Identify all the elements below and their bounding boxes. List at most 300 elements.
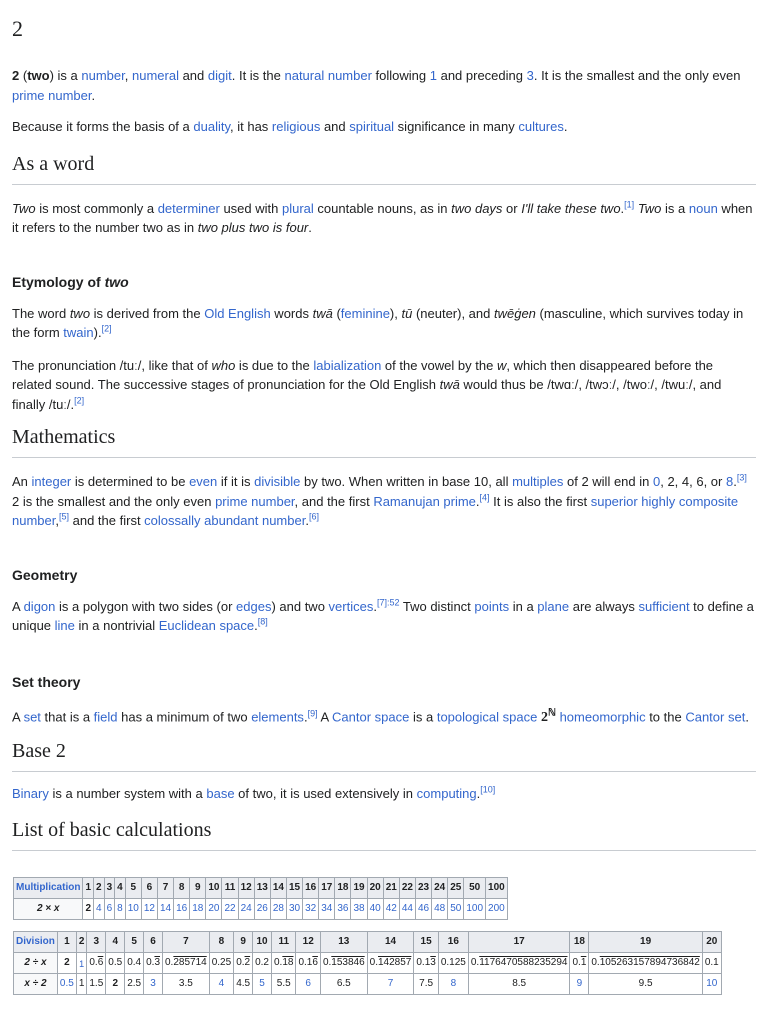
link-set[interactable]: set	[23, 709, 41, 725]
repeating-digits: 105263157894736842	[599, 957, 700, 968]
table-cell	[234, 974, 253, 995]
table-cell	[190, 899, 206, 920]
text: is a	[661, 200, 689, 216]
table-cell	[76, 974, 87, 995]
link-spiritual[interactable]: spiritual	[349, 119, 395, 134]
cell-link[interactable]: 36	[337, 903, 349, 914]
column-header: 2	[94, 878, 105, 899]
table-cell	[270, 899, 286, 920]
decimal-prefix: 0.	[591, 957, 600, 968]
multiplication-table	[13, 877, 508, 920]
text: (neuter), and	[412, 305, 494, 321]
text: of the vowel by the	[381, 357, 497, 373]
table-cell	[234, 953, 253, 974]
heading-geometry: Geometry	[12, 566, 78, 583]
italic-text: two plus two is four	[197, 220, 309, 235]
link-cantor-space[interactable]: Cantor space	[332, 709, 410, 725]
cell-link[interactable]: 26	[256, 903, 268, 914]
column-header: 5	[125, 932, 144, 953]
text: and	[320, 119, 350, 134]
link-ramanujan-prime[interactable]: Ramanujan prime	[373, 493, 476, 509]
italic-text: two days	[451, 200, 503, 216]
link-labialization[interactable]: labialization	[313, 357, 382, 373]
cell-value[interactable]: 0.5	[59, 978, 74, 989]
italic-text: twā	[439, 377, 460, 392]
cell-link[interactable]: 24	[240, 903, 252, 914]
text: It is also the first	[489, 493, 591, 509]
cell-value: 6.5	[336, 978, 351, 989]
cell-value: 2.5	[127, 978, 142, 989]
cell-value: 7.5	[419, 978, 434, 989]
column-header: 4	[115, 878, 126, 899]
table-cell	[320, 953, 367, 974]
column-header: 1	[57, 932, 76, 953]
italic-text: Two	[12, 200, 36, 216]
column-header: 1	[83, 878, 94, 899]
table-cell	[303, 899, 319, 920]
table-cell	[174, 899, 190, 920]
table-cell	[486, 899, 508, 920]
column-header: 17	[468, 932, 570, 953]
link-base[interactable]: base	[206, 785, 235, 801]
repeating-digits: 18	[282, 957, 294, 968]
repeating-digits: 285714	[173, 957, 207, 968]
table-cell	[125, 974, 144, 995]
column-header: 19	[351, 878, 367, 899]
text: to the	[645, 709, 686, 725]
column-header: 21	[383, 878, 399, 899]
text: .	[254, 618, 258, 633]
table-cell	[468, 953, 570, 974]
text: is due to the	[235, 357, 314, 373]
italic-text: twēġen	[493, 305, 536, 321]
table-cell	[144, 953, 163, 974]
table-cell	[448, 899, 464, 920]
decimal-prefix: 2	[64, 957, 70, 968]
column-header: 10	[253, 932, 272, 953]
bold-num: 2	[12, 68, 20, 83]
text: .	[308, 220, 312, 235]
link-noun[interactable]: noun	[688, 200, 718, 216]
text: are always	[569, 598, 639, 614]
repeating-digits: 6	[97, 957, 104, 968]
text: (masculine, which survives today in the form	[12, 305, 744, 340]
link-plural[interactable]: plural	[282, 200, 314, 216]
text: ) is a	[49, 68, 82, 83]
table-cell	[464, 899, 486, 920]
text: , which then disappeared before the related sound. The successive stages of pronunciation for the Old English	[12, 357, 714, 392]
citation-8[interactable]: [8]	[257, 616, 268, 627]
citation-3[interactable]: [3]	[736, 472, 747, 483]
column-header: 25	[448, 878, 464, 899]
cell-link[interactable]: 20	[208, 903, 220, 914]
text: when it refers to the number two as in	[12, 200, 753, 235]
link-computing[interactable]: computing	[416, 785, 477, 801]
decimal-prefix: 0.	[146, 957, 155, 968]
decimal-prefix: 0.	[165, 957, 174, 968]
table-cell	[254, 899, 270, 920]
table-cell	[335, 899, 351, 920]
table-cell	[209, 974, 233, 995]
decimal-prefix: 0.	[236, 957, 245, 968]
link-digit[interactable]: digit	[207, 68, 232, 83]
column-header: 50	[464, 878, 486, 899]
cell-link[interactable]: 100	[466, 903, 484, 914]
link-topological-space[interactable]: topological space	[436, 709, 538, 725]
link-integer[interactable]: integer	[31, 474, 72, 489]
column-header: 12	[296, 932, 320, 953]
text: and preceding	[436, 68, 527, 83]
column-header: 5	[125, 878, 141, 899]
italic-text: Two	[637, 200, 662, 216]
column-header: 22	[399, 878, 415, 899]
text: .	[305, 513, 309, 528]
column-header: 10	[206, 878, 222, 899]
etymology-paragraph-1	[12, 304, 756, 343]
cell-value: 3.5	[178, 978, 193, 989]
text: and the first	[69, 513, 145, 528]
cell-link[interactable]: 46	[417, 903, 430, 914]
table-cell	[438, 953, 468, 974]
text: ).	[93, 325, 102, 340]
text: , 2, 4, 6, or	[660, 474, 726, 489]
cell-link[interactable]: 6	[106, 903, 113, 914]
link-religious[interactable]: religious	[271, 119, 321, 134]
base2-paragraph	[12, 784, 756, 804]
cell-link[interactable]: 50	[450, 903, 462, 914]
multiplication-header[interactable]: Multiplication	[14, 878, 83, 899]
text: ) and two	[271, 598, 329, 614]
cell-link[interactable]: 8	[117, 903, 123, 914]
math-paragraph	[12, 472, 756, 531]
text: is a polygon with two sides (or	[55, 598, 237, 614]
decimal-prefix: 1	[79, 959, 85, 969]
text: . It is the smallest and the only even	[533, 68, 741, 83]
cell-link[interactable]: 16	[176, 903, 188, 914]
link-colossally-abundant[interactable]: colossally abundant number	[144, 513, 306, 528]
table-cell	[206, 899, 222, 920]
link-prime-number-2[interactable]: prime number	[215, 493, 295, 509]
link-divisible[interactable]: divisible	[254, 474, 301, 489]
repeating-digits: 3	[430, 957, 436, 968]
text: The pronunciation /tuː/, like that of	[12, 357, 212, 373]
cell-value[interactable]: 5	[259, 978, 265, 989]
intro-paragraph-2	[12, 117, 756, 137]
cell-link[interactable]: 22	[224, 903, 236, 914]
decimal-prefix: 0.1	[298, 957, 313, 968]
table-cell	[163, 974, 210, 995]
text: .	[733, 474, 737, 489]
citation-4[interactable]: [4]	[479, 492, 490, 503]
link-line[interactable]: line	[54, 618, 75, 633]
decimal-prefix: 0.4	[127, 957, 142, 968]
column-header: 18	[335, 878, 351, 899]
text: of 2 will end in	[563, 474, 653, 489]
text: A	[12, 709, 24, 725]
column-header: 6	[144, 932, 163, 953]
text: following	[371, 68, 430, 83]
table-cell	[702, 953, 721, 974]
table-cell	[399, 899, 415, 920]
citation-7[interactable]: [7]:52	[376, 597, 400, 608]
cell-value: 4.5	[236, 978, 251, 989]
text: 2 is the smallest and the only even	[12, 493, 216, 509]
table-cell	[320, 974, 367, 995]
link-twain[interactable]: twain	[63, 325, 94, 340]
link-field[interactable]: field	[93, 709, 118, 725]
cell-value: 8.5	[512, 978, 527, 989]
table-cell	[125, 899, 141, 920]
table-cell	[367, 899, 383, 920]
link-cantor-set[interactable]: Cantor set	[685, 709, 746, 725]
citation-1[interactable]: [1]	[624, 199, 635, 210]
cell-link[interactable]: 32	[305, 903, 317, 914]
column-header: 14	[367, 932, 414, 953]
text: in a	[509, 598, 538, 614]
table-cell	[83, 899, 94, 920]
citation-2b[interactable]: [2]	[74, 395, 85, 406]
column-header: 13	[254, 878, 270, 899]
link-even[interactable]: even	[189, 474, 218, 489]
text: .	[620, 200, 625, 216]
column-header: 8	[174, 878, 190, 899]
table-cell	[414, 953, 438, 974]
decimal-prefix: 0.	[470, 957, 480, 968]
text: A	[317, 709, 333, 725]
link-cultures[interactable]: cultures	[518, 119, 564, 134]
link-prime-number[interactable]: prime number	[12, 87, 92, 103]
cell-link[interactable]: 30	[288, 903, 301, 914]
table-cell	[57, 953, 76, 974]
text: is determined to be	[71, 474, 190, 489]
link-old-english[interactable]: Old English	[204, 305, 271, 321]
repeating-digits: 142857	[378, 957, 412, 968]
text: Because it forms the basis of a	[12, 119, 194, 134]
decimal-prefix: 0.	[572, 957, 581, 968]
repeating-digits: 6	[312, 957, 318, 968]
table-cell	[351, 899, 367, 920]
etymology-paragraph-2	[12, 356, 756, 415]
cell-link[interactable]: 28	[272, 903, 284, 914]
table-cell	[163, 953, 210, 974]
link-three[interactable]: 3	[526, 68, 534, 83]
decimal-prefix: 0.	[89, 957, 98, 968]
link-elements[interactable]: elements	[251, 709, 304, 725]
heading-as-a-word: As a word	[12, 153, 756, 185]
text: . It is the	[231, 68, 285, 83]
cell-value[interactable]: 4	[218, 978, 225, 989]
set-theory-paragraph	[12, 704, 756, 728]
text: ,	[124, 68, 132, 83]
cell-link[interactable]: 42	[385, 903, 397, 914]
table-cell	[106, 953, 125, 974]
link-numeral[interactable]: numeral	[131, 68, 179, 83]
table-cell	[125, 953, 144, 974]
link-number[interactable]: number	[81, 68, 125, 83]
power-exponent: ℕ	[547, 707, 556, 719]
text: (	[332, 305, 341, 321]
column-header: 18	[570, 932, 589, 953]
text: , and the first	[294, 493, 374, 509]
table-cell	[296, 953, 320, 974]
row-label: 2 × x	[14, 899, 83, 920]
text: .	[303, 709, 308, 725]
text: .	[745, 709, 749, 725]
text: ),	[389, 305, 402, 321]
cell-link[interactable]: 38	[353, 903, 365, 914]
repeating-digits: 1	[580, 957, 587, 968]
cell-value[interactable]: 3	[150, 978, 156, 989]
table-cell	[432, 899, 448, 920]
table-cell	[104, 899, 115, 920]
link-plane[interactable]: plane	[537, 598, 570, 614]
table-cell	[296, 974, 320, 995]
link-edges[interactable]: edges	[236, 598, 272, 614]
text: is most commonly a	[35, 200, 158, 216]
text: .	[373, 598, 377, 614]
heading-set-theory: Set theory	[12, 673, 81, 690]
cell-value[interactable]: 8	[450, 978, 457, 989]
italic-text: I'll take these two	[521, 200, 621, 216]
column-header: 11	[222, 878, 238, 899]
cell-link[interactable]: 40	[369, 903, 381, 914]
cell-value[interactable]: 6	[305, 978, 311, 989]
citation-6[interactable]: [6]	[308, 511, 319, 522]
table-cell[interactable]	[76, 953, 87, 974]
table-cell	[141, 899, 157, 920]
italic-text: twā	[312, 305, 333, 321]
link-determiner[interactable]: determiner	[157, 200, 220, 216]
link-natural-number[interactable]: natural number	[284, 68, 372, 83]
cell-link[interactable]: 48	[434, 903, 446, 914]
italic-text: two	[69, 305, 91, 321]
italic-text: tū	[401, 305, 413, 321]
table-cell	[319, 899, 335, 920]
cell-link[interactable]: 18	[192, 903, 204, 914]
cell-link[interactable]: 10	[127, 903, 139, 914]
column-header: 11	[272, 932, 296, 953]
column-header: 13	[320, 932, 367, 953]
table-cell	[94, 899, 105, 920]
link-vertices[interactable]: vertices	[328, 598, 374, 614]
text: if it is	[217, 474, 255, 489]
link-digon[interactable]: digon	[23, 598, 56, 614]
link-zero[interactable]: 0	[652, 474, 661, 489]
italic-text: who	[211, 357, 236, 373]
link-superior-highly-composite[interactable]: superior highly composite number	[12, 493, 739, 528]
text: by two. When written in base 10, all	[300, 474, 513, 489]
text: Etymology of	[12, 273, 105, 290]
cell-value[interactable]: 9	[576, 978, 583, 989]
column-header: 3	[104, 878, 115, 899]
text: and	[178, 68, 208, 83]
table-cell	[383, 899, 399, 920]
text: of two, it is used extensively in	[234, 785, 417, 801]
cell-link[interactable]: 34	[321, 903, 333, 914]
table-cell	[272, 974, 296, 995]
cell-link[interactable]: 12	[143, 903, 155, 914]
link-eight[interactable]: 8	[725, 474, 734, 489]
table-cell	[253, 974, 272, 995]
link-binary[interactable]: Binary	[12, 785, 49, 801]
citation-10[interactable]: [10]	[480, 784, 496, 795]
table-cell	[367, 953, 414, 974]
geometry-paragraph	[12, 597, 756, 636]
table-cell	[286, 899, 302, 920]
table-cell	[414, 974, 438, 995]
repeating-digits: 153846	[331, 957, 365, 968]
link-duality[interactable]: duality	[193, 119, 230, 134]
link-homeomorphic[interactable]: homeomorphic	[559, 709, 646, 725]
column-header: 2	[76, 932, 87, 953]
row-label: 2 ÷ x	[14, 953, 58, 974]
cell-link[interactable]: 4	[96, 903, 102, 914]
division-table	[13, 931, 722, 995]
column-header: 3	[87, 932, 106, 953]
citation-9[interactable]: [9]	[307, 707, 318, 718]
text: or	[502, 200, 522, 216]
link-sufficient[interactable]: sufficient	[638, 598, 690, 614]
text: ,	[55, 513, 59, 528]
decimal-prefix: 0.	[274, 957, 283, 968]
heading-basic-calculations: List of basic calculations	[12, 819, 756, 851]
text: words	[270, 305, 313, 321]
text: .	[91, 87, 96, 103]
repeating-digits: 3	[154, 957, 160, 968]
table-cell	[238, 899, 254, 920]
heading-base-2: Base 2	[12, 740, 756, 772]
word-paragraph	[12, 199, 756, 238]
table-cell	[570, 953, 589, 974]
citation-5[interactable]: [5]	[59, 511, 70, 522]
column-header: 20	[367, 878, 383, 899]
cell-link[interactable]: 200	[488, 903, 505, 914]
link-one[interactable]: 1	[429, 68, 437, 83]
power-base: 2	[540, 710, 548, 726]
column-header: 15	[414, 932, 438, 953]
text: has a minimum of two	[117, 709, 252, 725]
division-header[interactable]: Division	[14, 932, 58, 953]
text: is derived from the	[90, 305, 205, 321]
decimal-prefix: 0.	[369, 957, 378, 968]
table-cell	[106, 974, 125, 995]
text: to define a unique	[12, 598, 754, 633]
link-points[interactable]: points	[474, 598, 510, 614]
cell-value[interactable]: 10	[706, 978, 718, 989]
column-header: 8	[209, 932, 233, 953]
link-euclidean-space[interactable]: Euclidean space	[158, 618, 255, 633]
table-cell	[209, 953, 233, 974]
text: countable nouns, as in	[313, 200, 452, 216]
column-header: 17	[319, 878, 335, 899]
link-feminine[interactable]: feminine	[340, 305, 390, 321]
text: in a nontrivial	[74, 618, 159, 633]
column-header: 9	[234, 932, 253, 953]
column-header: 4	[106, 932, 125, 953]
decimal-prefix: 0.5	[108, 957, 123, 968]
cell-link[interactable]: 14	[159, 903, 172, 914]
text: The word	[12, 305, 70, 321]
column-header: 14	[270, 878, 286, 899]
column-header: 100	[486, 878, 508, 899]
cell-link[interactable]: 44	[401, 903, 413, 914]
citation-2[interactable]: [2]	[101, 323, 112, 334]
table-cell	[438, 974, 468, 995]
link-multiples[interactable]: multiples	[512, 474, 564, 489]
cell-value[interactable]: 7	[387, 978, 394, 989]
column-header: 12	[238, 878, 254, 899]
table-cell	[589, 974, 702, 995]
